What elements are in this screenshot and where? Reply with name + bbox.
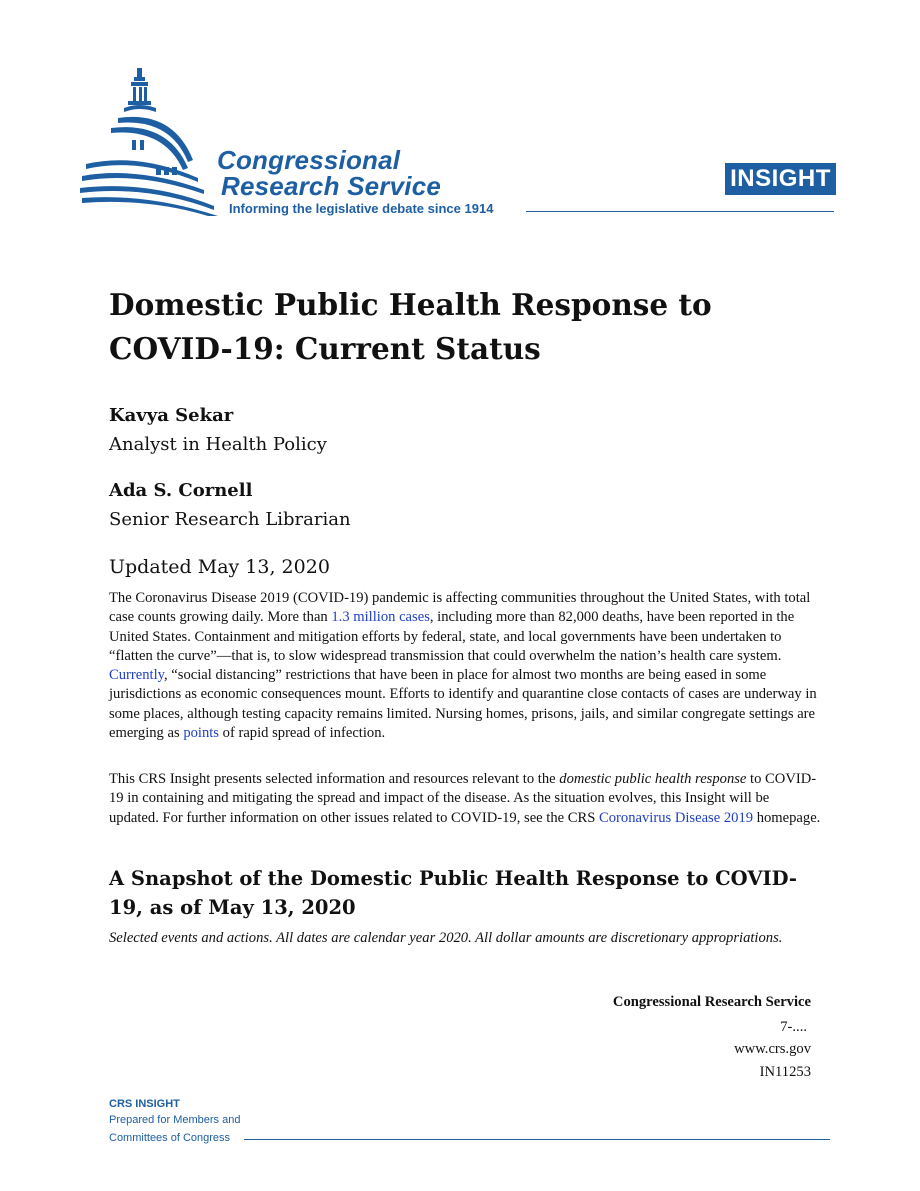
- report-id: IN11253: [759, 1064, 811, 1080]
- logo-wordmark-line1: Congressional: [217, 145, 401, 175]
- title-line-1: Domestic Public Health Response to: [109, 287, 712, 322]
- text-run: to COVID-19 in containing and mitigating the spread and impact of the disease. As the situation evolves, this Insight will be updated. For further information on other issues related to COVID-19, see the CRS: [109, 771, 817, 826]
- header-rule: [526, 211, 834, 212]
- footer-label: CRS INSIGHT: [109, 1098, 180, 1110]
- report-code: 7-....: [780, 1019, 807, 1035]
- author-role: Analyst in Health Policy: [109, 434, 327, 455]
- text-run: The Coronavirus Disease 2019 (COVID-19) pandemic is affecting communities throughout the United States, with total case counts growing daily. More than: [109, 590, 811, 626]
- author-name: Kavya Sekar: [109, 405, 234, 426]
- insight-badge: INSIGHT: [725, 163, 836, 195]
- updated-date: Updated May 13, 2020: [109, 556, 330, 578]
- intro-paragraph: [109, 589, 821, 743]
- footer-line: Prepared for Members and: [109, 1114, 241, 1126]
- section-heading: A Snapshot of the Domestic Public Health Response to COVID-19, as of May 13, 2020: [109, 867, 797, 919]
- points-link[interactable]: points: [183, 725, 219, 742]
- page-title: [109, 283, 809, 371]
- logo-tagline: Informing the legislative debate since 1914: [229, 201, 494, 216]
- scope-paragraph: [109, 770, 821, 828]
- author-role: Senior Research Librarian: [109, 509, 351, 530]
- crs-url: www.crs.gov: [734, 1041, 811, 1057]
- currently-link[interactable]: Currently: [109, 667, 164, 684]
- logo-wordmark-line2: Research Service: [221, 171, 442, 201]
- section-subtitle: Selected events and actions. All dates are calendar year 2020. All dollar amounts are discretionary appropriations.: [109, 930, 783, 946]
- author-name: Ada S. Cornell: [109, 480, 253, 501]
- text-run: , including more than 82,000 deaths, have been reported in the United States. Containment and mitigation efforts by federal, state, and local governments have been undertaken to “flatten the curve”—that is, to slow widespread transmission that could overwhelm the nation’s health care system.: [109, 609, 795, 664]
- text-run: , “social distancing” restrictions that have been in place for almost two months are being eased in some jurisdictions as economic consequences mount. Efforts to identify and quarantine close contacts of cases are underway in some places, although testing capacity remains limited. Nursing homes, prisons, jails, and similar congregate settings are emerging as: [109, 667, 817, 742]
- case-count-link[interactable]: 1.3 million cases: [331, 609, 430, 626]
- coronavirus-homepage-link[interactable]: Coronavirus Disease 2019: [599, 809, 754, 826]
- crs-organization: Congressional Research Service: [612, 994, 811, 1010]
- text-run: homepage.: [753, 809, 821, 826]
- emphasis-text: domestic public health response: [559, 771, 747, 787]
- text-run: This CRS Insight presents selected information and resources relevant to the: [109, 771, 560, 787]
- title-line-2: COVID-19: Current Status: [109, 331, 541, 366]
- capitol-dome-logo-icon: [78, 66, 228, 216]
- text-run: of rapid spread of infection.: [219, 725, 386, 742]
- footer-line: Committees of Congress: [109, 1132, 231, 1144]
- footer-rule: [244, 1139, 830, 1140]
